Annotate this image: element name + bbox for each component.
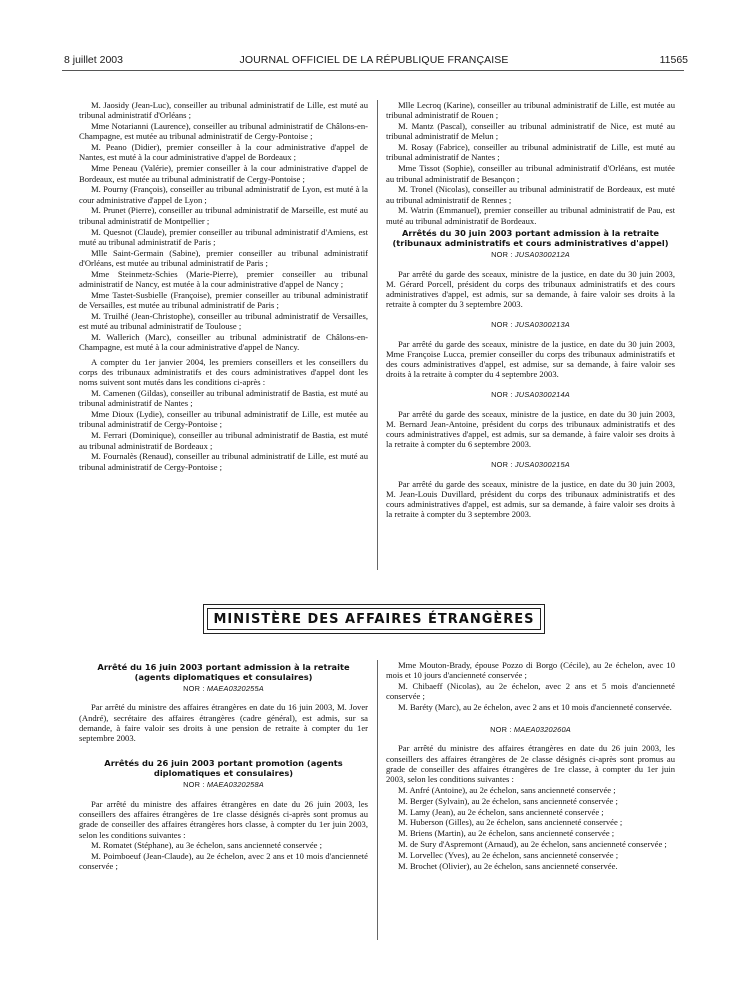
paragraph: M. Lorvellec (Yves), au 2e échelon, sans ancienneté conservée ; bbox=[398, 849, 619, 860]
arrete-paragraph: Par arrêté du ministre des affaires étrangères en date du 26 juin 2003, les conseillers des affaires étrangères de 2e classe désignés ci-après sont promus au grade de conseiller des affaires étrangères de 1re classe, à compter du 1er juin 2003, selon les conditions suivantes : bbox=[386, 743, 675, 785]
nor-reference: NOR : MAEA0320258A bbox=[183, 780, 264, 790]
paragraph: M. Lamy (Jean), au 2e échelon, sans ancienneté conservée ; bbox=[398, 806, 604, 817]
arrete-paragraph: Par arrêté du garde des sceaux, ministre de la justice, en date du 30 juin 2003, Mme Françoise Lucca, premier conseiller du corps des tribunaux administratifs et des cours administratives d'appel, est admise, sur sa demande, à faire valoir ses droits à la retraite à compter du 4 septembre 2003. bbox=[386, 338, 675, 380]
paragraph: Mme Dioux (Lydie), conseiller au tribunal administratif de Lille, est mutée au tribunal administratif de Cergy-Pontoise ; bbox=[79, 409, 368, 430]
paragraph: Mlle Saint-Germain (Sabine), premier conseiller au tribunal administratif d'Orléans, est mutée au tribunal administratif de Paris ; bbox=[79, 247, 368, 268]
arrete-paragraph: Par arrêté du garde des sceaux, ministre de la justice, en date du 30 juin 2003, M. Bernard Jean-Antoine, président du corps des tribunaux administratifs et des cours administratives d'appel, est admis, sur sa demande, à faire valoir ses droits à la retraite à compter du 6 septembre 2003. bbox=[386, 408, 675, 450]
nor-reference: NOR : MAEA0320260A bbox=[490, 724, 571, 734]
column-top-left bbox=[79, 100, 368, 572]
ministry-title: MINISTÈRE DES AFFAIRES ÉTRANGÈRES bbox=[213, 611, 535, 627]
paragraph: M. de Sury d'Aspremont (Arnaud), au 2e échelon, sans ancienneté conservée ; bbox=[398, 838, 667, 849]
paragraph: M. Berger (Sylvain), au 2e échelon, sans ancienneté conservée ; bbox=[398, 795, 618, 806]
nor-reference: NOR : MAEA0320255A bbox=[183, 684, 264, 694]
column-divider bbox=[377, 660, 378, 940]
paragraph: Mme Tissot (Sophie), conseiller au tribunal administratif d'Orléans, est mutée au tribunal administratif de Besançon ; bbox=[386, 163, 675, 184]
paragraph: M. Brochet (Olivier), au 2e échelon, sans ancienneté conservée. bbox=[398, 860, 618, 871]
arrete-title-retraite-diplomatique: Arrêté du 16 juin 2003 portant admission à la retraite (agents diplomatiques et consulaires) bbox=[97, 662, 350, 682]
paragraph: M. Camenen (Gildas), conseiller au tribunal administratif de Bastia, est muté au tribunal administratif de Nantes ; bbox=[79, 388, 368, 409]
paragraph: M. Baréty (Marc), au 2e échelon, avec 2 ans et 10 mois d'ancienneté conservée. bbox=[398, 702, 672, 713]
paragraph: Mme Mouton-Brady, épouse Pozzo di Borgo (Cécile), au 2e échelon, avec 10 mois et 10 jours d'ancienneté conservée ; bbox=[386, 660, 675, 681]
column-divider bbox=[377, 100, 378, 570]
paragraph: M. Pourny (François), conseiller au tribunal administratif de Lyon, est muté à la cour administrative d'appel de Lyon ; bbox=[79, 184, 368, 205]
paragraph: M. Briens (Martin), au 2e échelon, sans ancienneté conservée ; bbox=[398, 828, 615, 839]
nor-reference: NOR : JUSA0300213A bbox=[491, 320, 570, 330]
ministry-banner bbox=[203, 604, 545, 634]
paragraph: M. Mantz (Pascal), conseiller au tribunal administratif de Nice, est muté au tribunal administratif de Melun ; bbox=[386, 121, 675, 142]
ministry-banner-inner bbox=[207, 608, 541, 630]
arrete-paragraph: Par arrêté du garde des sceaux, ministre de la justice, en date du 30 juin 2003, M. Jean-Louis Duvillard, président du corps des tribunaux administratifs et des cours administratives d'appel, est admis, sur sa demande, à faire valoir ses droits à la retraite à compter du 3 septembre 2003. bbox=[386, 478, 675, 520]
paragraph: Mlle Lecroq (Karine), conseiller au tribunal administratif de Lille, est mutée au tribunal administratif de Rouen ; bbox=[386, 100, 675, 121]
paragraph: M. Romatet (Stéphane), au 3e échelon, sans ancienneté conservée ; bbox=[91, 840, 322, 851]
paragraph: M. Peano (Didier), premier conseiller à la cour administrative d'appel de Nantes, est muté à la cour administrative d'appel de Bordeaux ; bbox=[79, 142, 368, 163]
paragraph: Mme Tastet-Susbielle (Françoise), premier conseiller au tribunal administratif de Versailles, est mutée au tribunal administratif de Paris ; bbox=[79, 289, 368, 311]
paragraph: M. Quesnot (Claude), premier conseiller au tribunal administratif d'Amiens, est muté au tribunal administratif de Paris ; bbox=[79, 226, 368, 247]
paragraph: M. Fournalès (Renaud), conseiller au tribunal administratif de Lille, est muté au tribunal administratif de Cergy-Pontoise ; bbox=[79, 451, 368, 472]
header-journal-title: JOURNAL OFFICIEL DE LA RÉPUBLIQUE FRANÇAISE bbox=[239, 54, 509, 66]
paragraph: Mme Notarianni (Laurence), conseiller au tribunal administratif de Châlons-en-Champagne, est mutée au tribunal administratif de Cergy-Pontoise ; bbox=[79, 121, 368, 142]
paragraph: M. Jaosidy (Jean-Luc), conseiller au tribunal administratif de Lille, est muté au tribunal administratif d'Orléans ; bbox=[79, 100, 368, 121]
paragraph: M. Watrin (Emmanuel), premier conseiller au tribunal administratif de Pau, est muté au tribunal administratif de Bordeaux. bbox=[386, 205, 675, 226]
nor-reference: NOR : JUSA0300215A bbox=[491, 460, 570, 470]
arrete-title-retraite: Arrêtés du 30 juin 2003 portant admission à la retraite (tribunaux administratifs et cours administratives d'appel) bbox=[392, 228, 669, 248]
header-date: 8 juillet 2003 bbox=[64, 54, 123, 66]
arrete-paragraph: Par arrêté du ministre des affaires étrangères en date du 16 juin 2003, M. Jover (André), secrétaire des affaires étrangères (cadre général), est admis, sur sa demande, à faire valoir ses droits à une pension de retraite à compter du 1er septembre 2003. bbox=[79, 702, 368, 744]
paragraph: M. Chibaeff (Nicolas), au 2e échelon, avec 2 ans et 5 mois d'ancienneté conservée ; bbox=[386, 681, 675, 702]
arrete-paragraph: Par arrêté du ministre des affaires étrangères en date du 26 juin 2003, les conseillers des affaires étrangères de 1re classe désignés ci-après sont promus au grade de conseiller des affaires étrangères hors classe, à compter du 1er juin 2003, selon les conditions suivantes : bbox=[79, 798, 368, 840]
paragraph: M. Prunet (Pierre), conseiller au tribunal administratif de Marseille, est muté au tribunal administratif de Montpellier ; bbox=[79, 205, 368, 226]
arrete-paragraph: Par arrêté du garde des sceaux, ministre de la justice, en date du 30 juin 2003, M. Gérard Porcell, président du corps des tribunaux administratifs et des cours administratives d'appel, est admis, sur sa demande, à faire valoir ses droits à la retraite à compter du 3 septembre 2003. bbox=[386, 268, 675, 310]
paragraph: M. Tronel (Nicolas), conseiller au tribunal administratif de Bordeaux, est muté au tribunal administratif de Rennes ; bbox=[386, 184, 675, 205]
header-rule bbox=[62, 70, 684, 71]
column-bottom-right bbox=[386, 660, 675, 940]
paragraph: M. Anfré (Antoine), au 2e échelon, sans ancienneté conservée ; bbox=[398, 784, 616, 795]
paragraph: M. Truilhé (Jean-Christophe), conseiller au tribunal administratif de Versailles, est muté au tribunal administratif de Toulouse ; bbox=[79, 310, 368, 332]
paragraph: A compter du 1er janvier 2004, les premiers conseillers et les conseillers du corps des tribunaux administratifs et des cours administratives d'appel dont les noms suivent sont mutés dans les conditions ci-après : bbox=[79, 356, 368, 388]
paragraph: M. Huberson (Gilles), au 2e échelon, sans ancienneté conservée ; bbox=[398, 817, 623, 828]
arrete-title-promotion: Arrêtés du 26 juin 2003 portant promotion (agents diplomatiques et consulaires) bbox=[104, 758, 343, 778]
paragraph: M. Rosay (Fabrice), conseiller au tribunal administratif de Lille, est muté au tribunal administratif de Nantes ; bbox=[386, 142, 675, 163]
nor-reference: NOR : JUSA0300212A bbox=[491, 250, 570, 260]
column-bottom-left bbox=[79, 660, 368, 940]
paragraph: Mme Peneau (Valérie), premier conseiller à la cour administrative d'appel de Bordeaux, est mutée au tribunal administratif de Cergy-Pontoise ; bbox=[79, 163, 368, 184]
paragraph: M. Ferrari (Dominique), conseiller au tribunal administratif de Bastia, est muté au tribunal administratif de Bordeaux ; bbox=[79, 430, 368, 451]
paragraph: M. Wallerich (Marc), conseiller au tribunal administratif de Châlons-en-Champagne, est muté à la cour administrative d'appel de Nancy. bbox=[79, 332, 368, 353]
paragraph: Mme Steinmetz-Schies (Marie-Pierre), premier conseiller au tribunal administratif de Nancy, est mutée à la cour administrative d'appel de Nancy ; bbox=[79, 268, 368, 290]
paragraph: M. Poimboeuf (Jean-Claude), au 2e échelon, avec 2 ans et 10 mois d'ancienneté conservée ; bbox=[79, 851, 368, 872]
header-page-number: 11565 bbox=[659, 54, 688, 66]
column-top-right bbox=[386, 100, 675, 572]
nor-reference: NOR : JUSA0300214A bbox=[491, 390, 570, 400]
